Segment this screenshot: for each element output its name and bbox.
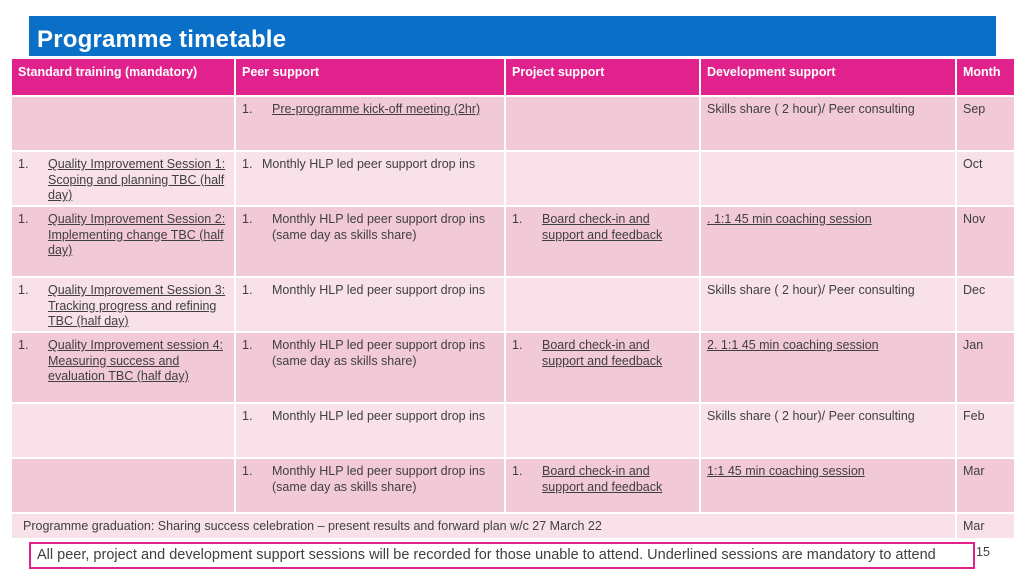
cell-project <box>505 403 700 458</box>
session-link[interactable]: Quality Improvement Session 2: Implementing change TBC (half day) <box>48 212 226 257</box>
session-link[interactable]: 1:1 45 min coaching session <box>707 464 865 478</box>
header-project: Project support <box>505 58 700 96</box>
session-text: Monthly HLP led peer support drop ins <box>262 157 476 171</box>
timetable <box>10 57 1016 540</box>
cell-project <box>505 96 700 151</box>
cell-development <box>700 458 956 513</box>
cell-standard <box>11 332 235 403</box>
table-row <box>11 151 1015 206</box>
cell-project <box>505 277 700 332</box>
session-link[interactable]: . 1:1 45 min coaching session <box>707 212 872 226</box>
cell-peer <box>235 458 505 513</box>
table-row <box>11 403 1015 458</box>
list-number: 1. <box>18 212 29 226</box>
list-number: 1. <box>242 283 253 297</box>
list-number: 1. <box>512 464 523 478</box>
graduation-row <box>11 513 1015 539</box>
session-link[interactable]: Quality Improvement session 4: Measuring success and evaluation TBC (half day) <box>48 338 224 383</box>
header-month: Month <box>956 58 1015 96</box>
cell-development <box>700 206 956 277</box>
cell-project <box>505 151 700 206</box>
session-link[interactable]: Board check-in and support and feedback <box>542 212 663 242</box>
list-number: 1. <box>512 338 523 352</box>
list-number: 1. <box>242 157 253 171</box>
table-row <box>11 206 1015 277</box>
cell-development: Skills share ( 2 hour)/ Peer consulting <box>700 96 956 151</box>
list-number: 1. <box>242 102 253 116</box>
cell-development <box>700 151 956 206</box>
list-number: 1. <box>242 409 253 423</box>
header-development: Development support <box>700 58 956 96</box>
session-link[interactable]: Board check-in and support and feedback <box>542 464 663 494</box>
cell-peer <box>235 151 505 206</box>
list-number: 1. <box>18 157 29 171</box>
graduation-text: Programme graduation: Sharing success celebration – present results and forward plan w/c 27 March 22 <box>11 513 956 539</box>
header-standard: Standard training (mandatory) <box>11 58 235 96</box>
cell-development: Skills share ( 2 hour)/ Peer consulting <box>700 403 956 458</box>
list-number: 1. <box>512 212 523 226</box>
cell-standard <box>11 458 235 513</box>
cell-month: Mar <box>956 458 1015 513</box>
cell-project <box>505 458 700 513</box>
footnote: All peer, project and development support sessions will be recorded for those unable to attend. Underlined sessions are mandatory to attend <box>29 542 975 569</box>
cell-development <box>700 332 956 403</box>
session-link[interactable]: Pre-programme kick-off meeting (2hr) <box>272 102 481 116</box>
cell-standard <box>11 206 235 277</box>
session-text: Monthly HLP led peer support drop ins (same day as skills share) <box>272 338 486 368</box>
list-number: 1. <box>242 464 253 478</box>
list-number: 1. <box>242 212 253 226</box>
session-text: Monthly HLP led peer support drop ins (same day as skills share) <box>272 464 486 494</box>
header-row <box>11 58 1015 96</box>
session-link[interactable]: Quality Improvement Session 1: Scoping and planning TBC (half day) <box>48 157 226 202</box>
cell-peer <box>235 332 505 403</box>
session-text: Monthly HLP led peer support drop ins (same day as skills share) <box>272 212 486 242</box>
list-number: 1. <box>18 338 29 352</box>
cell-standard <box>11 403 235 458</box>
session-link[interactable]: Board check-in and support and feedback <box>542 338 663 368</box>
cell-project <box>505 206 700 277</box>
cell-month: Jan <box>956 332 1015 403</box>
table-row <box>11 458 1015 513</box>
cell-standard <box>11 277 235 332</box>
cell-month: Oct <box>956 151 1015 206</box>
table-row <box>11 332 1015 403</box>
session-link[interactable]: 2. 1:1 45 min coaching session <box>707 338 879 352</box>
cell-month: Sep <box>956 96 1015 151</box>
cell-project <box>505 332 700 403</box>
cell-standard <box>11 151 235 206</box>
session-link[interactable]: Quality Improvement Session 3: Tracking progress and refining TBC (half day) <box>48 283 226 328</box>
header-peer: Peer support <box>235 58 505 96</box>
list-number: 1. <box>242 338 253 352</box>
page-title: Programme timetable <box>37 26 287 53</box>
table-row <box>11 277 1015 332</box>
title-bar <box>29 16 996 56</box>
graduation-month: Mar <box>956 513 1015 539</box>
cell-month: Nov <box>956 206 1015 277</box>
cell-development: Skills share ( 2 hour)/ Peer consulting <box>700 277 956 332</box>
cell-month: Dec <box>956 277 1015 332</box>
list-number: 1. <box>18 283 29 297</box>
cell-peer <box>235 403 505 458</box>
cell-standard <box>11 96 235 151</box>
cell-peer <box>235 206 505 277</box>
cell-peer <box>235 96 505 151</box>
session-text: Monthly HLP led peer support drop ins <box>272 409 486 423</box>
page-number: 15 <box>976 545 990 559</box>
cell-month: Feb <box>956 403 1015 458</box>
cell-peer <box>235 277 505 332</box>
session-text: Monthly HLP led peer support drop ins <box>272 283 486 297</box>
table-row <box>11 96 1015 151</box>
